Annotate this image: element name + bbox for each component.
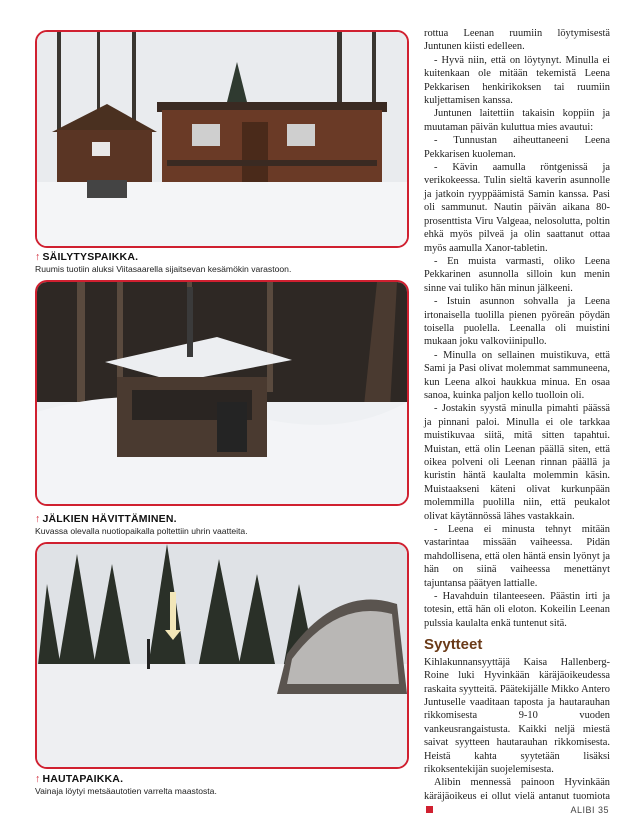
page-footer: ALIBI 35 [570, 805, 609, 815]
article-paragraph-text: Alibin mennessä painoon Hyvinkään käräjäoikeus ei ollut vielä antanut tuomiota [424, 777, 610, 802]
caption-text: Ruumis tuotiin aluksi Viitasaarella sijaitsevan kesämökin varastoon. [35, 264, 292, 274]
photo-caption-3 [35, 773, 415, 796]
article-paragraph: - En muista varmasti, oliko Leena Pekkarinen asunnolla silloin kun menin sinne vai tuliko hän minun jälkeeni. [424, 255, 610, 294]
caption-text: Kuvassa olevalla nuotiopaikalla poltettiin uhrin vaatteita. [35, 526, 248, 536]
article-paragraph: - Tunnustan aiheuttaneeni Leena Pekkarisen kuoleman. [424, 135, 610, 160]
section-heading: Syytteet [424, 636, 483, 654]
article-paragraph: Juntunen laitettiin takaisin koppiin ja muutaman päivän kuluttua mies avautui: [424, 108, 610, 133]
photo-caption-2 [35, 513, 415, 536]
caption-text: Vainaja löytyi metsäautotien varrelta maastosta. [35, 786, 217, 796]
photo-campfire-shelter [35, 280, 409, 506]
article-column [424, 27, 610, 817]
caption-title: HAUTAPAIKKA. [42, 773, 124, 785]
article-paragraph: - Hyvä niin, että on löytynyt. Minulla ei kuitenkaan ole mitään tekemistä Leena Pekkarisen henkirikoksen tai ruumiin kuljettamisen kanssa. [424, 54, 610, 107]
photo-cabin [35, 30, 409, 248]
article-paragraph: - Leena ei minusta tehnyt mitään vastarintaa missään vaiheessa. Pidän mahdollisena, että olen häntä ensin lyönyt ja hän on siinä vaiheessa menettänyt tajuntansa päätyen lattialle. [424, 524, 610, 589]
caption-title: SÄILYTYSPAIKKA. [42, 251, 139, 263]
up-arrow-icon: ↑ [35, 773, 41, 785]
up-arrow-icon: ↑ [35, 251, 41, 263]
article-paragraph: rottua Leenan ruumiin löytymisestä Juntunen kiisti edelleen. [424, 28, 610, 53]
article-paragraph: - Istuin asunnon sohvalla ja Leena irtonaisella tuolilla pienen pyöreän pöydän toisella puolella. Leenalla oli muistini mukaan joku valkoviinipullo. [424, 296, 610, 348]
article-paragraph: - Jostakin syystä minulla pimahti päässä ja pinnani paloi. Minulla ei ole tarkkaa muistikuvaa siitä, mitä sitten tapahtui. Muistan, että olin Leenan päällä siten, että oikea polveni oli Leenan rinnan päällä ja kuristin häntä kaulalta molemmin käsin. Muistaakseni käteni olivat kurkunpään molemmilla puolilla niin, että peukalot olivat käytännössä lähes vastakkain. [424, 403, 610, 522]
caption-title: JÄLKIEN HÄVITTÄMINEN. [42, 513, 177, 525]
photo-burial-site [35, 542, 409, 769]
photo-caption-1 [35, 251, 415, 274]
article-paragraph: - Havahduin tilanteeseen. Päästin irti ja totesin, että hän oli eloton. Kokeilin Leenan pulssia kaulalta enkä tuntenut sitä. [424, 591, 610, 629]
article-paragraph: - Kävin aamulla röntgenissä ja verikokeessa. Tulin sieltä kaverin asunnolle ja jatkoin ryyppäämistä Samin kanssa. Pasi oli sammunut. Nautin päivän aikana 80-prosenttista Viru Valgeaa, nelosolutta, poltin ehkä myös pilveä ja olin saattanut ottaa myös aamulla Xanor-tabletin. [424, 162, 610, 254]
article-paragraph: Kihlakunnansyyttäjä Kaisa Hallenberg-Roine luki Hyvinkään käräjäoikeudessa raskaita syytteitä. Päätekijälle Mikko Antero Juntuselle vaaditaan taposta ja hautarauhan rikkomisesta 9-10 vuoden vankeusrangaistusta. Kaikki neljä miestä saivat syytteen hautarauhan rikkomisesta. Heistä kahta syytetään lisäksi rikoksentekijän suojelemisesta. [424, 656, 610, 775]
article-paragraph: - Minulla on sellainen muistikuva, että Sami ja Pasi olivat molemmat sammuneena, kun Leena alkoi haukkua minua. En osaa sanoa, kuinka paljon kello tuolloin oli. [424, 349, 610, 401]
end-mark-icon [426, 806, 433, 813]
up-arrow-icon: ↑ [35, 513, 41, 525]
